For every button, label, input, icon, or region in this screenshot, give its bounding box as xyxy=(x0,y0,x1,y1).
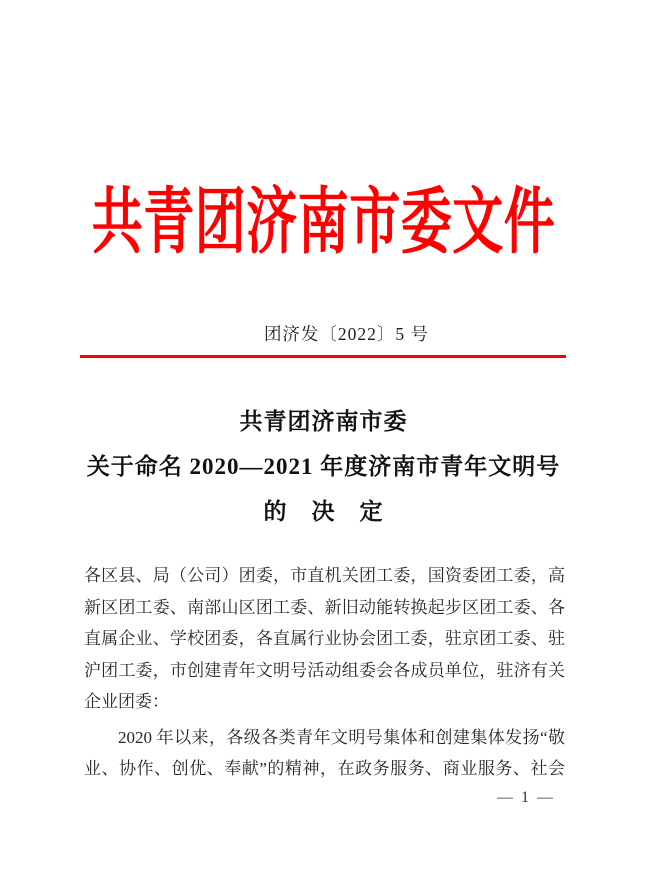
body-line: 新区团工委、南部山区团工委、新旧动能转换起步区团工委、各 xyxy=(84,597,565,617)
body-line: 2020 年以来，各级各类青年文明号集体和创建集体发扬“敬 xyxy=(118,727,565,747)
title-line-3: 的 决 定 xyxy=(263,499,384,524)
body-line: 各区县、局（公司）团委，市直机关团工委，国资委团工委，高 xyxy=(84,566,565,585)
document-title xyxy=(0,399,647,534)
title-line-2: 关于命名 2020—2021 年度济南市青年文明号 xyxy=(86,454,561,479)
document-body xyxy=(84,560,565,785)
masthead xyxy=(0,184,647,264)
page-number: — 1 — xyxy=(497,789,555,806)
title-line-1: 共青团济南市委 xyxy=(239,409,408,434)
body-line: 业、协作、创优、奉献”的精神，在政务服务、商业服务、社会 xyxy=(84,759,565,778)
body-line: 直属企业、学校团委，各直属行业协会团工委，驻京团工委、驻 xyxy=(84,629,565,648)
red-divider-line xyxy=(80,355,566,358)
body-line: 沪团工委，市创建青年文明号活动组委会各成员单位，驻济有关 xyxy=(84,660,565,680)
masthead-title: 共青团济南市委文件 xyxy=(91,184,556,264)
body-line: 企业团委： xyxy=(84,692,169,711)
doc-number: 团济发〔2022〕5 号 xyxy=(263,324,430,344)
